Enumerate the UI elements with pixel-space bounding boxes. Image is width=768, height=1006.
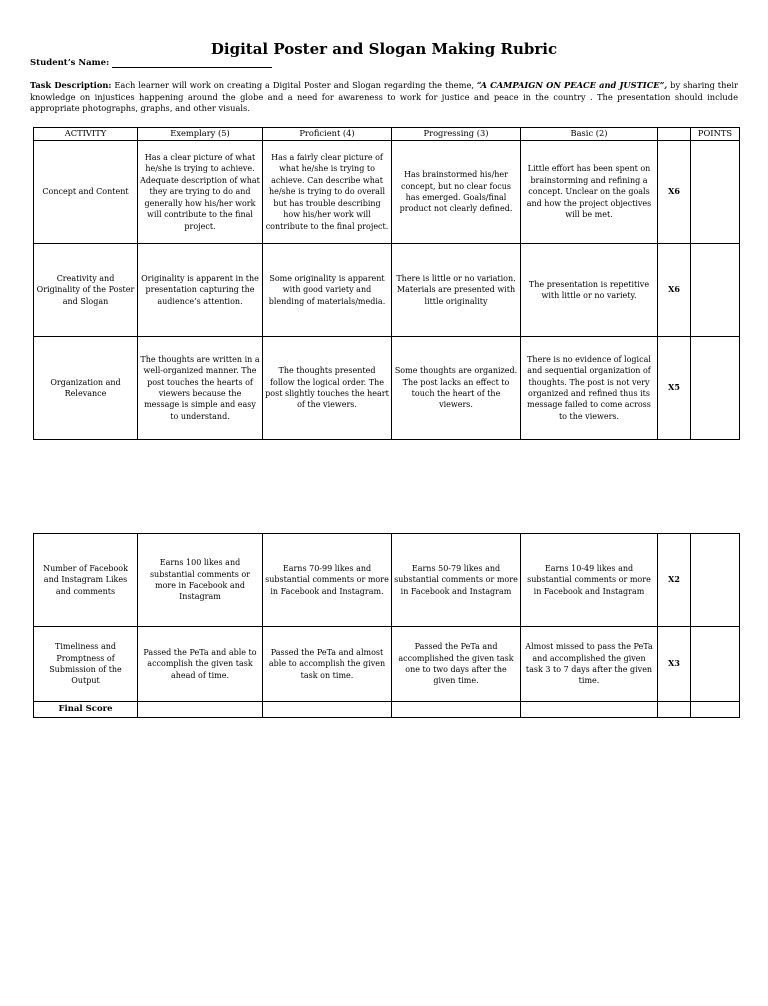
proficient-cell: Passed the PeTa and almost able to accomplish the given task on time. <box>263 627 392 702</box>
exemplary-cell: Passed the PeTa and able to accomplish the given task ahead of time. <box>138 627 263 702</box>
activity-cell: Organization and Relevance <box>34 337 138 440</box>
table-row <box>34 244 740 337</box>
activity-cell: Timeliness and Promptness of Submission of the Output <box>34 627 138 702</box>
table-row <box>34 627 740 702</box>
table-row <box>34 141 740 244</box>
task-description <box>30 80 738 115</box>
table-header-row <box>34 128 740 141</box>
final-score-cell <box>658 702 691 718</box>
rubric-table-bottom <box>33 533 740 718</box>
final-score-label: Final Score <box>34 702 138 718</box>
final-score-cell <box>138 702 263 718</box>
exemplary-cell: The thoughts are written in a well-organized manner. The post touches the hearts of viewers because the message is simple and easy to understand. <box>138 337 263 440</box>
final-score-points-cell[interactable] <box>691 702 740 718</box>
basic-cell: Almost missed to pass the PeTa and accomplished the given task 3 to 7 days after the given time. <box>521 627 658 702</box>
basic-cell: Earns 10-49 likes and substantial comments or more in Facebook and Instagram <box>521 534 658 627</box>
multiplier-cell: X5 <box>658 337 691 440</box>
header-points: POINTS <box>691 128 740 141</box>
final-score-cell <box>521 702 658 718</box>
final-score-row <box>34 702 740 718</box>
final-score-cell <box>392 702 521 718</box>
progressing-cell: Has brainstormed his/her concept, but no clear focus has emerged. Goals/final product not clearly defined. <box>392 141 521 244</box>
multiplier-cell: X6 <box>658 244 691 337</box>
points-cell[interactable] <box>691 534 740 627</box>
multiplier-cell: X3 <box>658 627 691 702</box>
progressing-cell: There is little or no variation. Materials are presented with little originality <box>392 244 521 337</box>
task-description-text-2: by sharing their knowledge on injustices happening around the globe and a need for awareness to work for justice and peace in the country . The presentation should include appropriate photographs, graphs, and other visuals. <box>30 80 738 113</box>
points-cell[interactable] <box>691 244 740 337</box>
header-basic: Basic (2) <box>521 128 658 141</box>
rubric-table-top <box>33 127 740 440</box>
header-blank <box>658 128 691 141</box>
task-theme: “A CAMPAIGN ON PEACE and JUSTICE”, <box>476 80 668 90</box>
basic-cell: Little effort has been spent on brainstorming and refining a concept. Unclear on the goals and how the project objectives will be met. <box>521 141 658 244</box>
points-cell[interactable] <box>691 141 740 244</box>
activity-cell: Concept and Content <box>34 141 138 244</box>
table-row <box>34 534 740 627</box>
header-progressing: Progressing (3) <box>392 128 521 141</box>
student-name-field <box>30 58 272 68</box>
proficient-cell: The thoughts presented follow the logical order. The post slightly touches the heart of the viewers. <box>263 337 392 440</box>
header-exemplary: Exemplary (5) <box>138 128 263 141</box>
activity-cell: Number of Facebook and Instagram Likes and comments <box>34 534 138 627</box>
student-name-blank-line[interactable] <box>112 59 272 68</box>
header-proficient: Proficient (4) <box>263 128 392 141</box>
progressing-cell: Earns 50-79 likes and substantial comments or more in Facebook and Instagram <box>392 534 521 627</box>
points-cell[interactable] <box>691 337 740 440</box>
final-score-cell <box>263 702 392 718</box>
multiplier-cell: X6 <box>658 141 691 244</box>
proficient-cell: Has a fairly clear picture of what he/she is trying to achieve. Can describe what he/she is trying to do overall but has trouble describing how his/her work will contribute to the final project. <box>263 141 392 244</box>
points-cell[interactable] <box>691 627 740 702</box>
exemplary-cell: Earns 100 likes and substantial comments or more in Facebook and Instagram <box>138 534 263 627</box>
student-name-label: Student’s Name: <box>30 58 113 68</box>
basic-cell: The presentation is repetitive with little or no variety. <box>521 244 658 337</box>
exemplary-cell: Has a clear picture of what he/she is trying to achieve. Adequate description of what they are trying to do and generally how his/her work will contribute to the final project. <box>138 141 263 244</box>
document-title: Digital Poster and Slogan Making Rubric <box>210 40 558 58</box>
basic-cell: There is no evidence of logical and sequential organization of thoughts. The post is not very organized and refined thus its message failed to come across to the viewers. <box>521 337 658 440</box>
progressing-cell: Some thoughts are organized. The post lacks an effect to touch the heart of the viewers. <box>392 337 521 440</box>
table-row <box>34 337 740 440</box>
exemplary-cell: Originality is apparent in the presentation capturing the audience’s attention. <box>138 244 263 337</box>
progressing-cell: Passed the PeTa and accomplished the given task one to two days after the given time. <box>392 627 521 702</box>
proficient-cell: Some originality is apparent with good variety and blending of materials/media. <box>263 244 392 337</box>
activity-cell: Creativity and Originality of the Poster and Slogan <box>34 244 138 337</box>
proficient-cell: Earns 70-99 likes and substantial comments or more in Facebook and Instagram. <box>263 534 392 627</box>
task-description-text-1: Each learner will work on creating a Digital Poster and Slogan regarding the theme, <box>111 80 477 90</box>
multiplier-cell: X2 <box>658 534 691 627</box>
header-activity: ACTIVITY <box>34 128 138 141</box>
task-description-label: Task Description: <box>30 80 112 90</box>
